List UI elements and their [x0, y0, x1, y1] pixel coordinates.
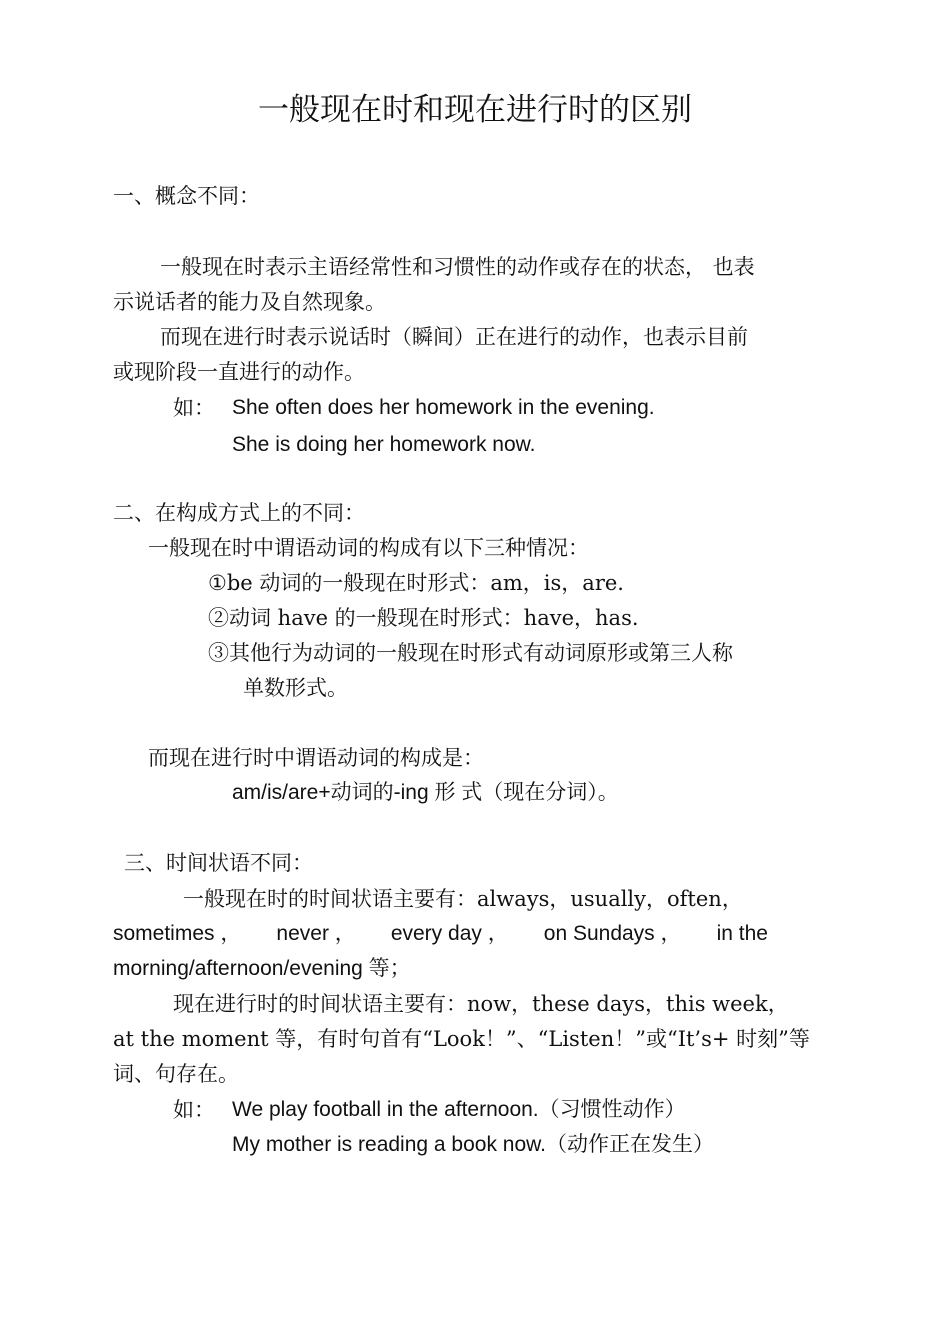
section1-example-label: 如：: [173, 396, 215, 420]
section3-simple-line2: [113, 919, 768, 949]
adverb-word: in the: [716, 922, 768, 945]
section1-example1: She often does her homework in the evening.: [232, 396, 655, 419]
section2-item2: ②动词 have 的一般现在时形式：have，has.: [208, 606, 639, 630]
section3-progressive-line2: at the moment 等，有时句首有“Look！”、“Listen！”或“It’s+ 时刻”等: [113, 1027, 810, 1051]
section1-paragraph2-line1: 而现在进行时表示说话时（瞬间）正在进行的动作，也表示目前: [160, 325, 748, 349]
section3-simple-line3: morning/afternoon/evening 等；: [113, 957, 411, 980]
section2-item3-line2: 单数形式。: [243, 676, 348, 700]
section3-progressive-line3: 词、句存在。: [113, 1062, 239, 1086]
section2-item1: ①be 动词的一般现在时形式：am，is，are.: [208, 571, 624, 595]
section3-example1: We play football in the afternoon.（习惯性动作）: [232, 1098, 686, 1121]
section1-example2: She is doing her homework now.: [232, 433, 536, 456]
page-title: 一般现在时和现在进行时的区别: [258, 92, 692, 128]
section3-simple-line1: 一般现在时的时间状语主要有：always，usually，often，: [183, 887, 743, 911]
section2-intro: 一般现在时中谓语动词的构成有以下三种情况：: [148, 536, 589, 560]
section1-paragraph2-line2: 或现阶段一直进行的动作。: [113, 360, 365, 384]
section3-example2: My mother is reading a book now.（动作正在发生）: [232, 1133, 714, 1156]
section1-heading: 一、概念不同：: [113, 184, 260, 208]
adverb-word: never ，: [276, 922, 356, 945]
section1-paragraph1-line2: 示说话者的能力及自然现象。: [113, 290, 386, 314]
section2-heading: 二、在构成方式上的不同：: [113, 501, 365, 525]
section3-example-label: 如：: [173, 1098, 215, 1122]
section3-progressive-line1: 现在进行时的时间状语主要有：now，these days，this week，: [173, 992, 789, 1016]
section3-heading: 三、时间状语不同：: [124, 851, 313, 875]
section2-progressive-intro: 而现在进行时中谓语动词的构成是：: [148, 746, 484, 770]
adverb-word: on Sundays ，: [543, 922, 682, 945]
adverb-word: sometimes ，: [113, 922, 242, 945]
section2-item3-line1: ③其他行为动词的一般现在时形式有动词原形或第三人称: [208, 641, 733, 665]
section2-progressive-form: am/is/are+动词的-ing 形 式（现在分词）。: [232, 781, 619, 804]
section1-paragraph1-line1: 一般现在时表示主语经常性和习惯性的动作或存在的状态， 也表: [160, 255, 755, 279]
adverb-word: every day ，: [390, 922, 509, 945]
